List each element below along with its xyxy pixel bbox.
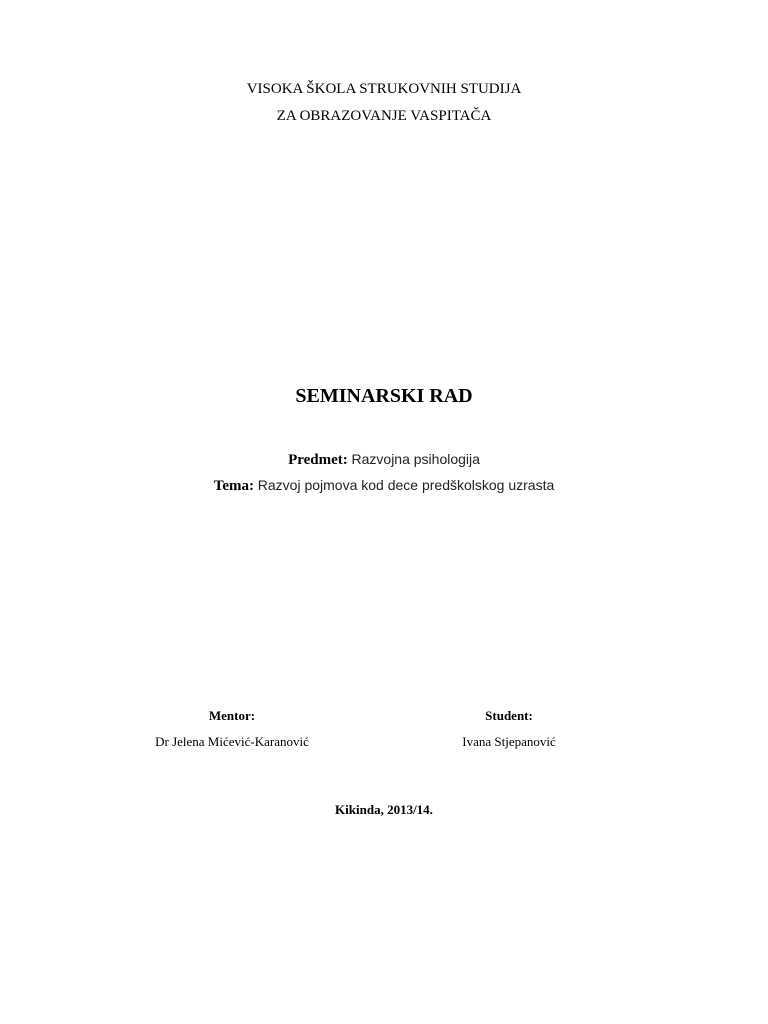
institution-header <box>0 76 768 130</box>
institution-line-1: VISOKA ŠKOLA STRUKOVNIH STUDIJA <box>246 81 522 97</box>
student-name: Ivana Stjepanović <box>462 734 556 749</box>
topic-value: Razvoj pojmova kod dece predškolskog uzrasta <box>257 477 555 493</box>
mentor-name: Dr Jelena Mićević-Karanović <box>155 734 309 749</box>
document-title: SEMINARSKI RAD <box>295 385 473 407</box>
subject-value: Razvojna psihologija <box>351 451 480 467</box>
student-label: Student: <box>485 708 533 723</box>
mentor-label: Mentor: <box>208 708 256 723</box>
place-date: Kikinda, 2013/14. <box>335 802 433 817</box>
topic-line <box>0 475 768 496</box>
topic-label: Tema: <box>213 478 255 494</box>
subject-line <box>0 449 768 470</box>
institution-line-2: ZA OBRAZOVANJE VASPITAČA <box>276 108 492 124</box>
student-block <box>379 705 639 753</box>
mentor-block <box>102 705 362 753</box>
subject-label: Predmet: <box>288 452 348 468</box>
